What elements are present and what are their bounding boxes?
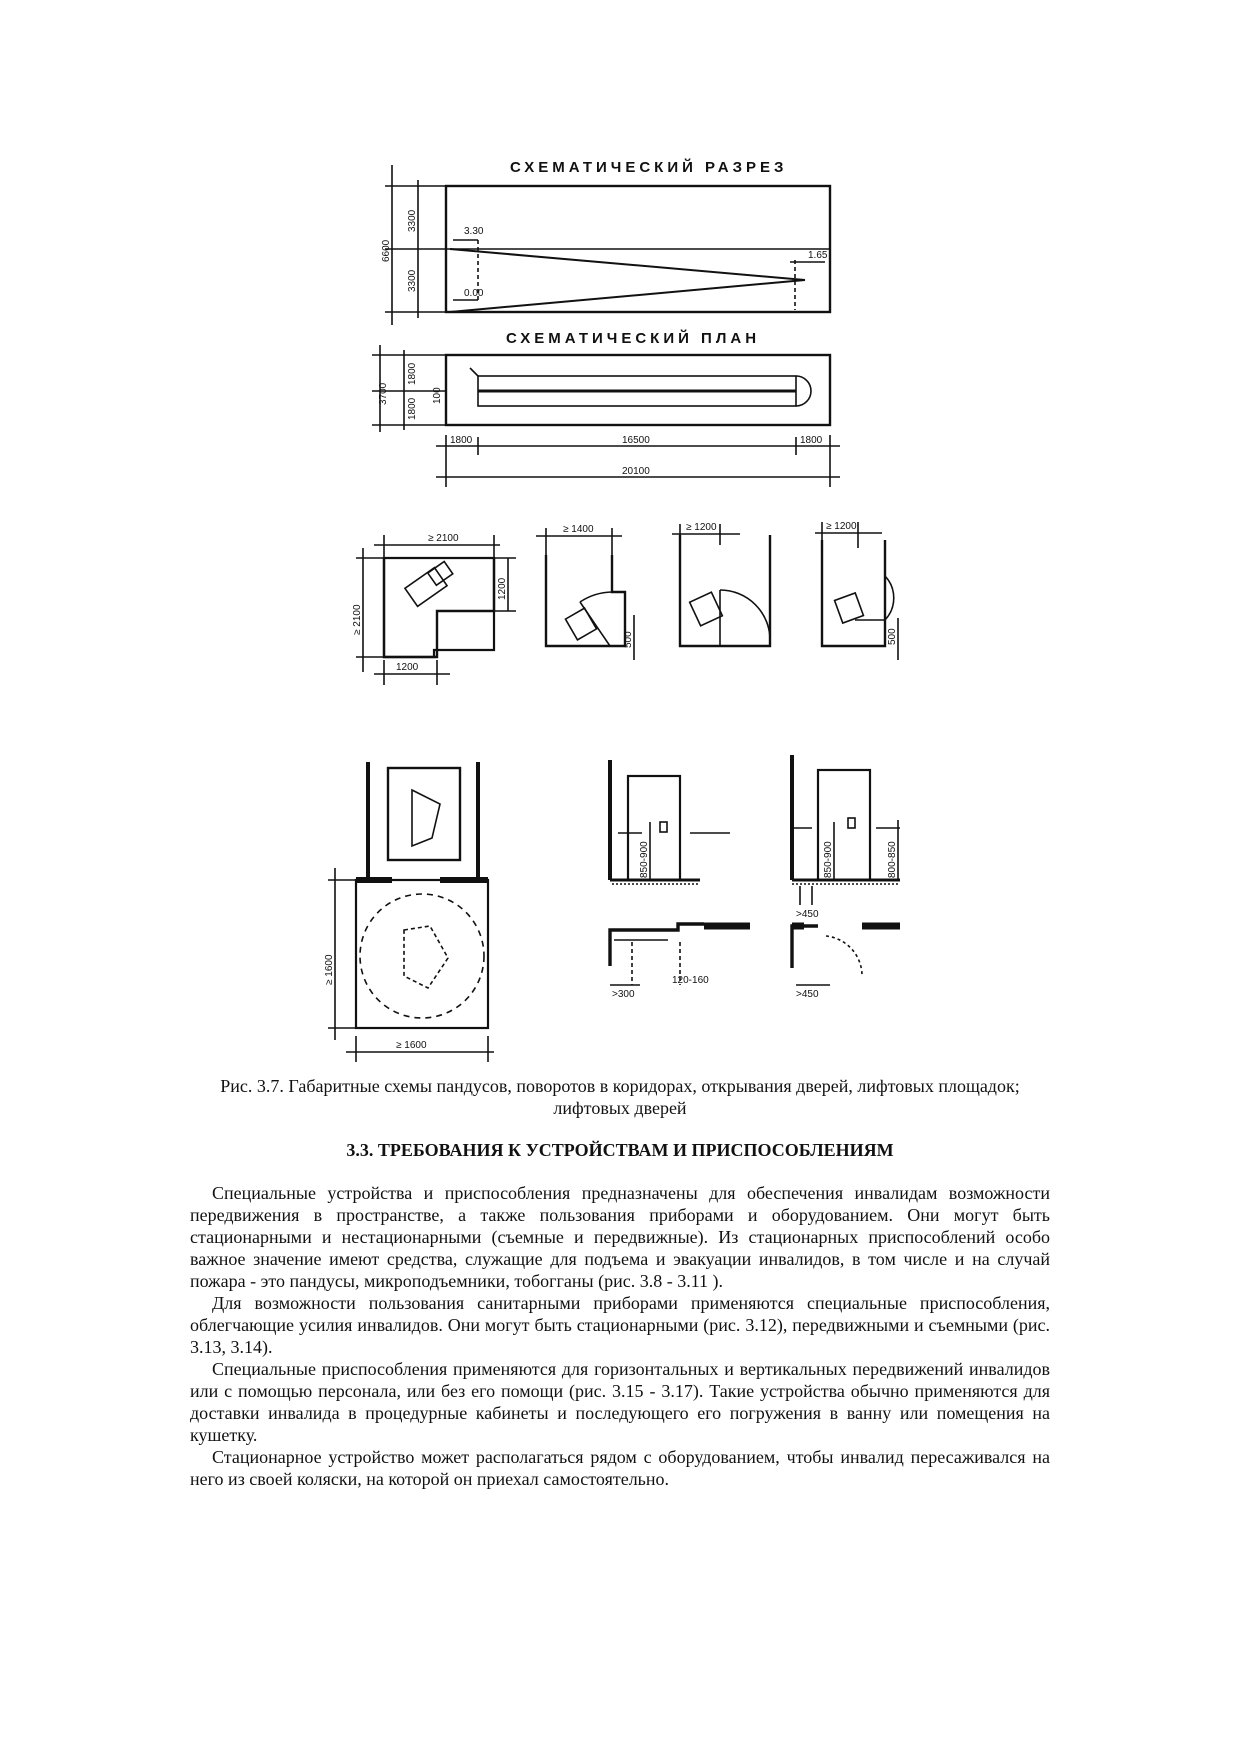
dim-1800-left: 1800 (450, 435, 473, 446)
figure-caption: Рис. 3.7. Габаритные схемы пандусов, поворотов в коридорах, открывания дверей, лифтовых площадок; лифтовых дверей (220, 1076, 1020, 1118)
dim-6600: 6600 (381, 239, 392, 262)
dim-door-1200-a: ≥ 1200 (686, 522, 717, 533)
lift-door-plan-2 (792, 926, 900, 985)
dim-corridor-1200-horizontal: 1200 (396, 662, 419, 673)
door-swing-diagram-2 (672, 524, 770, 646)
section-title: 3.3. ТРЕБОВАНИЯ К УСТРОЙСТВАМ И ПРИСПОСОБЛЕНИЯМ (346, 1140, 894, 1160)
lift-lobby-diagram (328, 762, 494, 1062)
dim-button-height-3: 800-850 (887, 841, 898, 878)
dim-corridor-1200-vertical: 1200 (497, 577, 508, 600)
schematic-plan-drawing (372, 345, 840, 487)
dim-3700: 3700 (378, 382, 389, 405)
dim-corridor-height: ≥ 2100 (352, 604, 363, 635)
lift-door-elevation-2 (790, 755, 900, 905)
paragraph: Специальные приспособления применяются для горизонтальных и вертикальных передвижений инвалидов или с помощью персонала, или без его помощи (рис. 3.15 - 3.17). Такие устройства обычно применяются для доставки инвалида в процедурные кабинеты и последующего его погружения в ванну или помещения на кушетку. (190, 1359, 1050, 1445)
dim-clearance-300: >300 (612, 989, 635, 1000)
dim-1800-top: 1800 (407, 362, 418, 385)
dim-16500: 16500 (622, 435, 650, 446)
dim-door-500-a: 500 (623, 631, 634, 648)
dim-clearance-450-b: >450 (796, 989, 819, 1000)
lift-door-elevation-1 (610, 760, 730, 884)
paragraph: Для возможности пользования санитарными приборами применяются специальные приспособления, облегчающие усилия инвалидов. Они могут быть стационарными (рис. 3.12), передвижными и съемными (рис. 3.13, 3.14). (190, 1293, 1050, 1357)
dim-gap-120-160: 120-160 (672, 975, 709, 986)
paragraph: Специальные устройства и приспособления предназначены для обеспечения инвалидам возможности передвижения в пространстве, а также пользования приборами и оборудованием. Они могут быть стационарными и нестационарными (съемные и передвижные). Из стационарных приспособлений особо важное значение имеют средства, служащие для подъема и эвакуации инвалидов, в том числе и на случай пожара - это пандусы, микроподъемники, тобогганы (рис. 3.8 - 3.11 ). (190, 1183, 1050, 1291)
dim-clearance-450-a: >450 (796, 909, 819, 920)
dim-3300-bottom: 3300 (407, 269, 418, 292)
level-0-00: 0.00 (464, 288, 484, 299)
paragraph: Стационарное устройство может располагаться рядом с оборудованием, чтобы инвалид пересаживался на него из своей коляски, на которой он приехал самостоятельно. (190, 1447, 1050, 1489)
door-swing-diagram-3 (815, 522, 898, 660)
dim-20100: 20100 (622, 466, 650, 477)
dim-door-1400: ≥ 1400 (563, 524, 594, 535)
dim-lobby-1600-vertical: ≥ 1600 (324, 954, 335, 985)
section-heading: СХЕМАТИЧЕСКИЙ РАЗРЕЗ (510, 159, 788, 176)
level-3-30: 3.30 (464, 226, 484, 237)
dim-1800-right: 1800 (800, 435, 823, 446)
dim-button-height-1: 850-900 (639, 841, 650, 878)
dim-door-500-b: 500 (887, 628, 898, 645)
dim-lobby-1600-horizontal: ≥ 1600 (396, 1040, 427, 1051)
dim-corridor-width: ≥ 2100 (428, 533, 459, 544)
body-text (190, 1182, 1050, 1490)
dim-3300-top: 3300 (407, 209, 418, 232)
dim-button-height-2: 850-900 (823, 841, 834, 878)
door-swing-diagram-1 (536, 528, 634, 660)
schematic-section-drawing (385, 165, 830, 325)
level-1-65: 1.65 (808, 250, 828, 261)
corridor-turn-diagram (356, 535, 516, 685)
plan-heading: СХЕМАТИЧЕСКИЙ ПЛАН (506, 330, 761, 347)
dim-door-1200-b: ≥ 1200 (826, 521, 857, 532)
dim-1800-bottom: 1800 (407, 397, 418, 420)
dim-100: 100 (432, 387, 443, 404)
